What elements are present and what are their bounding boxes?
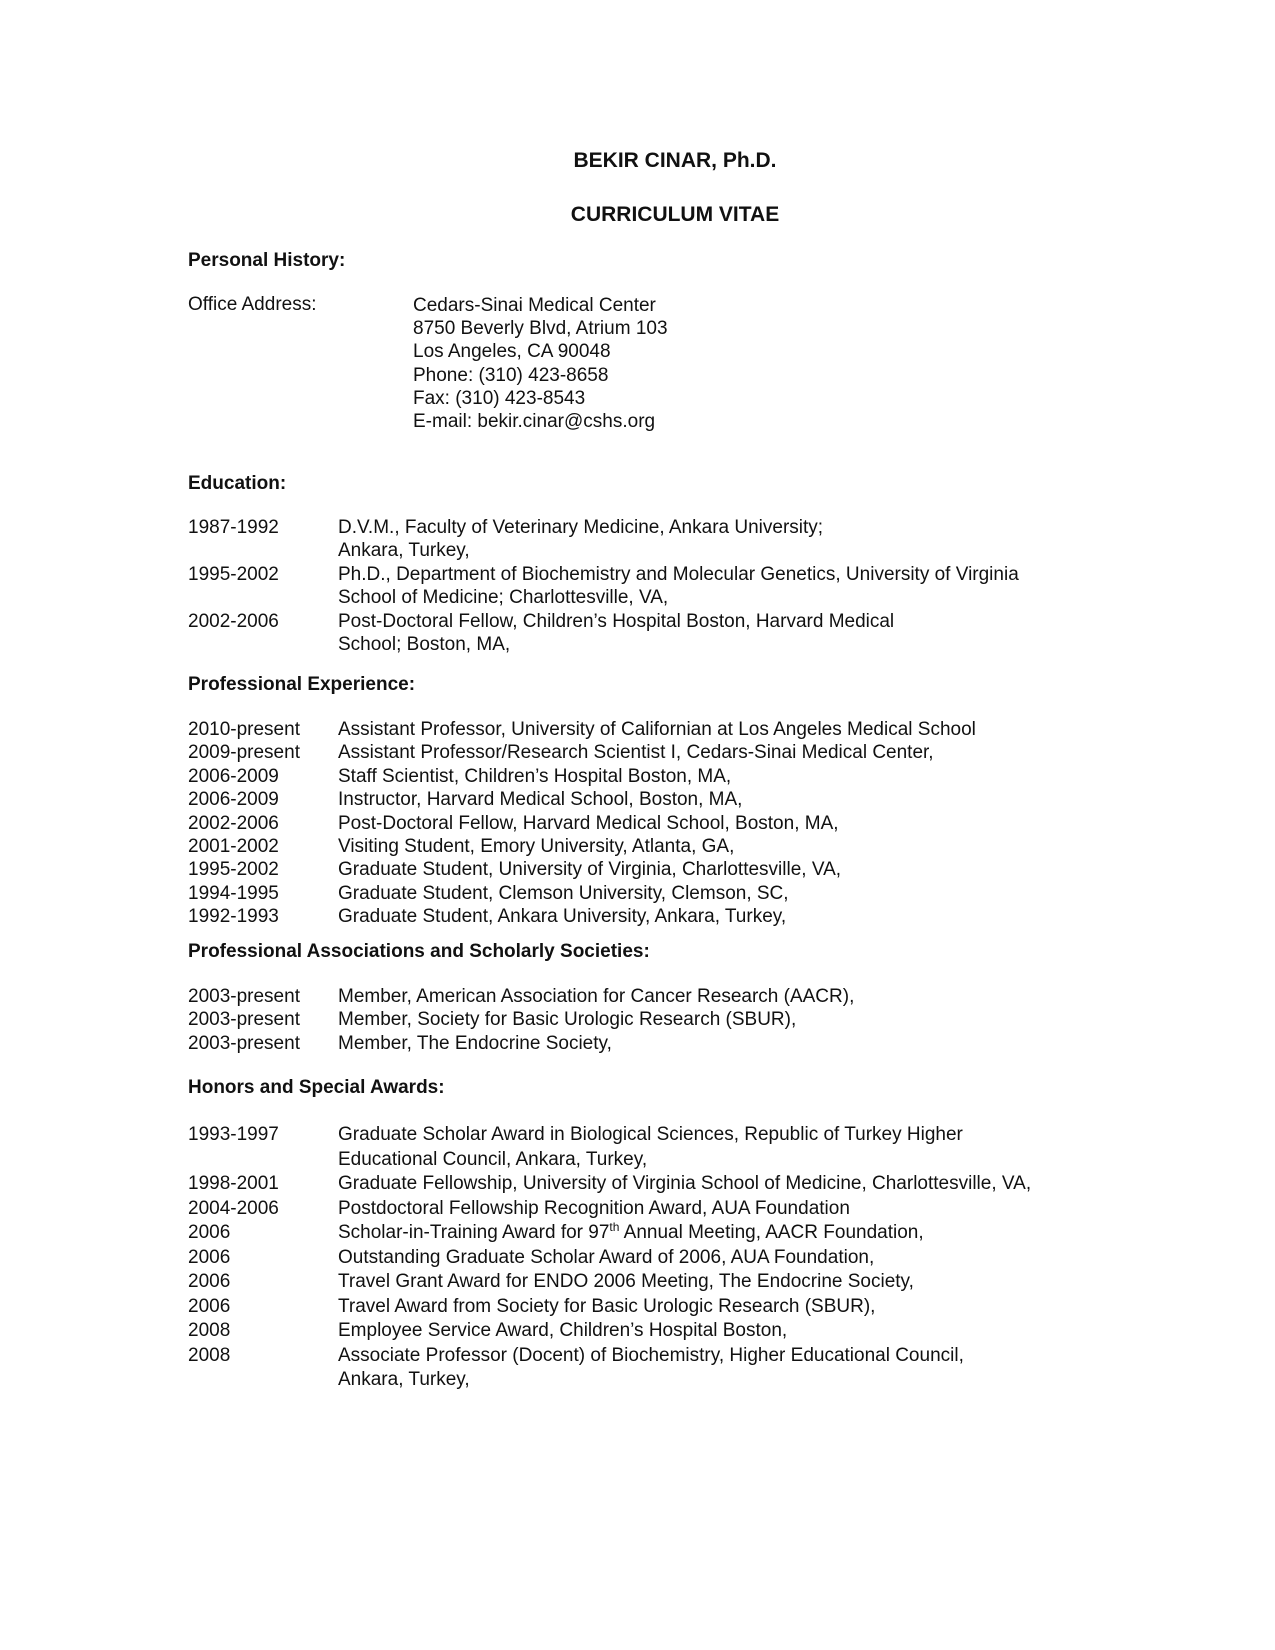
experience-item	[188, 882, 1088, 905]
address-line: 8750 Beverly Blvd, Atrium 103	[413, 318, 668, 340]
education-text: Ph.D., Department of Biochemistry and Molecular Genetics, University of Virginia School of Medicine; Charlottesville, VA,	[338, 564, 1019, 608]
experience-year: 2006-2009	[188, 789, 279, 811]
award-item	[188, 1295, 1088, 1320]
societies-heading: Professional Associations and Scholarly Societies:	[188, 941, 650, 962]
award-text: Outstanding Graduate Scholar Award of 2006, AUA Foundation,	[338, 1246, 875, 1268]
award-year: 1998-2001	[188, 1173, 279, 1194]
experience-item	[188, 858, 1088, 881]
society-item	[188, 985, 1088, 1008]
address-line: Los Angeles, CA 90048	[413, 341, 611, 363]
award-item	[188, 1123, 1088, 1172]
award-text: Employee Service Award, Children’s Hospital Boston,	[338, 1320, 788, 1341]
award-year: 2006	[188, 1271, 231, 1292]
awards-list	[188, 1123, 1088, 1393]
address-line: Cedars-Sinai Medical Center	[413, 295, 656, 316]
experience-item	[188, 835, 1088, 858]
awards-heading: Honors and Special Awards:	[188, 1077, 445, 1098]
award-year: 1993-1997	[188, 1124, 279, 1145]
experience-year: 1992-1993	[188, 906, 279, 928]
society-year: 2003-present	[188, 986, 300, 1007]
award-text-pre: Scholar-in-Training Award for 97	[338, 1222, 610, 1243]
education-heading: Education:	[188, 473, 287, 494]
experience-text: Assistant Professor/Research Scientist I, Cedars-Sinai Medical Center,	[338, 742, 934, 764]
society-item	[188, 1032, 1088, 1055]
experience-year: 1994-1995	[188, 882, 279, 904]
education-year: 1987-1992	[188, 517, 279, 538]
award-item	[188, 1246, 1088, 1271]
fax-line: Fax: (310) 423-8543	[413, 387, 586, 409]
education-item	[188, 563, 1088, 609]
award-text: Associate Professor (Docent) of Biochemistry, Higher Educational Council, Ankara, Turkey,	[338, 1344, 964, 1390]
award-year: 2006	[188, 1246, 231, 1268]
society-text: Member, American Association for Cancer Research (AACR),	[338, 986, 855, 1007]
email-line: E-mail: bekir.cinar@cshs.org	[413, 411, 656, 433]
award-item	[188, 1221, 1088, 1246]
society-year: 2003-present	[188, 1032, 300, 1054]
experience-text: Post-Doctoral Fellow, Harvard Medical School, Boston, MA,	[338, 812, 839, 834]
award-text: Postdoctoral Fellowship Recognition Award, AUA Foundation	[338, 1197, 850, 1219]
society-year: 2003-present	[188, 1009, 300, 1031]
experience-year: 2010-present	[188, 719, 300, 740]
experience-text: Instructor, Harvard Medical School, Boston, MA,	[338, 789, 743, 811]
experience-item	[188, 905, 1088, 928]
society-item	[188, 1008, 1088, 1031]
award-year: 2006	[188, 1295, 231, 1317]
award-item	[188, 1172, 1088, 1197]
education-item	[188, 516, 1088, 562]
experience-item	[188, 741, 1088, 764]
award-text: Graduate Fellowship, University of Virginia School of Medicine, Charlottesville, VA,	[338, 1173, 1032, 1194]
award-year: 2006	[188, 1222, 231, 1243]
societies-list	[188, 985, 1088, 1055]
award-text	[338, 1221, 1088, 1246]
education-text: D.V.M., Faculty of Veterinary Medicine, Ankara University; Ankara, Turkey,	[338, 517, 824, 561]
award-item	[188, 1270, 1088, 1295]
office-address-label: Office Address:	[188, 294, 317, 315]
experience-text: Graduate Student, Ankara University, Ankara, Turkey,	[338, 906, 787, 928]
award-item	[188, 1344, 1088, 1393]
experience-year: 2001-2002	[188, 836, 279, 858]
experience-text: Assistant Professor, University of Californian at Los Angeles Medical School	[338, 719, 976, 740]
personal-history-heading: Personal History:	[188, 250, 346, 271]
experience-item	[188, 788, 1088, 811]
cv-title: CURRICULUM VITAE	[570, 203, 780, 226]
society-text: Member, Society for Basic Urologic Research (SBUR),	[338, 1009, 797, 1031]
society-text: Member, The Endocrine Society,	[338, 1032, 612, 1054]
experience-heading: Professional Experience:	[188, 674, 416, 695]
education-text: Post-Doctoral Fellow, Children’s Hospital Boston, Harvard Medical School; Boston, MA,	[338, 611, 895, 655]
award-item	[188, 1319, 1088, 1344]
experience-item	[188, 812, 1088, 835]
award-text: Travel Award from Society for Basic Urologic Research (SBUR),	[338, 1295, 876, 1317]
experience-item	[188, 718, 1088, 741]
cv-name: BEKIR CINAR, Ph.D.	[573, 149, 777, 172]
award-text: Travel Grant Award for ENDO 2006 Meeting, The Endocrine Society,	[338, 1271, 914, 1292]
experience-year: 2009-present	[188, 742, 300, 764]
education-year: 1995-2002	[188, 564, 279, 585]
office-address-block	[413, 294, 668, 433]
award-year: 2008	[188, 1344, 231, 1366]
experience-year: 2002-2006	[188, 812, 279, 834]
phone-line: Phone: (310) 423-8658	[413, 364, 609, 386]
experience-item	[188, 765, 1088, 788]
award-year: 2008	[188, 1320, 231, 1341]
experience-text: Staff Scientist, Children’s Hospital Boston, MA,	[338, 765, 732, 787]
education-list	[188, 516, 1088, 657]
education-item	[188, 610, 1088, 656]
ordinal-suffix: th	[609, 1220, 620, 1234]
award-text: Graduate Scholar Award in Biological Sciences, Republic of Turkey Higher Educational Council, Ankara, Turkey,	[338, 1124, 963, 1170]
experience-list	[188, 718, 1088, 929]
experience-year: 1995-2002	[188, 859, 279, 881]
education-year: 2002-2006	[188, 611, 279, 632]
award-item	[188, 1197, 1088, 1222]
experience-text: Graduate Student, University of Virginia, Charlottesville, VA,	[338, 859, 842, 881]
experience-year: 2006-2009	[188, 765, 279, 787]
award-year: 2004-2006	[188, 1197, 279, 1219]
experience-text: Graduate Student, Clemson University, Clemson, SC,	[338, 882, 789, 904]
award-text-post: Annual Meeting, AACR Foundation,	[619, 1222, 924, 1243]
experience-text: Visiting Student, Emory University, Atlanta, GA,	[338, 836, 735, 858]
